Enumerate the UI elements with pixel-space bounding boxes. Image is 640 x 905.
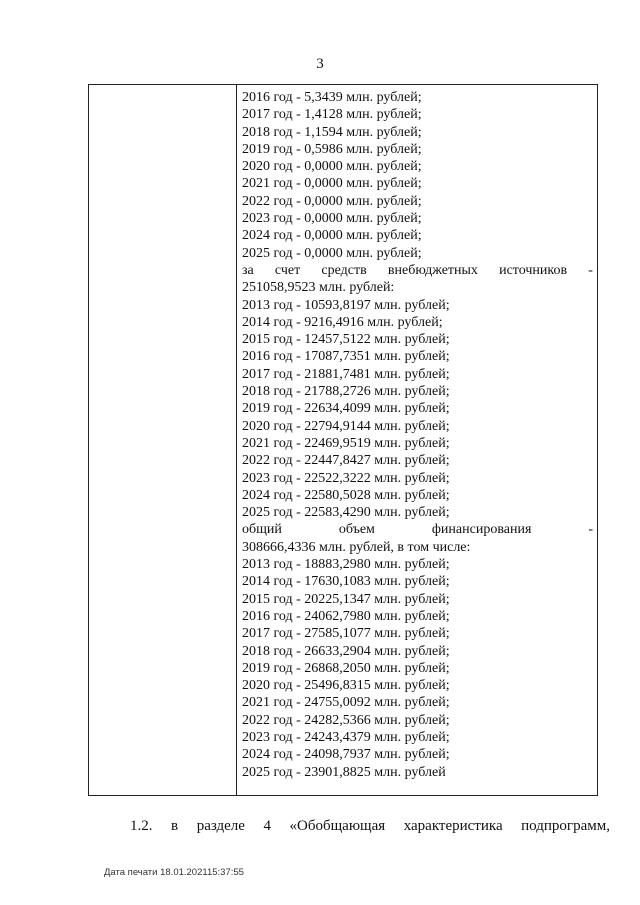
year-amount-line: 2020 год - 0,0000 млн. рублей;	[242, 159, 422, 175]
financing-table	[88, 84, 598, 796]
year-amount-line: 2019 год - 22634,4099 млн. рублей;	[242, 401, 450, 417]
total-financing-heading	[242, 521, 593, 538]
heading-word: -	[588, 522, 593, 538]
year-amount-line: 2013 год - 18883,2980 млн. рублей;	[242, 557, 450, 573]
year-amount-line: 2020 год - 25496,8315 млн. рублей;	[242, 678, 450, 694]
year-amount-line: 2015 год - 20225,1347 млн. рублей;	[242, 591, 450, 607]
year-amount-line: 2023 год - 0,0000 млн. рублей;	[242, 211, 422, 227]
year-amount-line: 2013 год - 10593,8197 млн. рублей;	[242, 297, 450, 313]
year-amount-line: 2021 год - 22469,9519 млн. рублей;	[242, 435, 450, 451]
total-financing-amount: 308666,4336 млн. рублей, в том числе:	[242, 539, 471, 555]
year-amount-line: 2025 год - 0,0000 млн. рублей;	[242, 245, 422, 261]
year-amount-line: 2017 год - 21881,7481 млн. рублей;	[242, 366, 450, 382]
extrabudgetary-total: 251058,9523 млн. рублей:	[242, 280, 395, 296]
paragraph-word: подпрограмм,	[521, 818, 610, 834]
heading-word: средств	[321, 262, 367, 278]
section-paragraph	[130, 818, 610, 835]
heading-word: внебюджетных	[387, 262, 478, 278]
year-amount-line: 2022 год - 0,0000 млн. рублей;	[242, 193, 422, 209]
year-amount-line: 2021 год - 0,0000 млн. рублей;	[242, 176, 422, 192]
year-amount-line: 2025 год - 23901,8825 млн. рублей	[242, 764, 446, 780]
year-amount-line: 2022 год - 24282,5366 млн. рублей;	[242, 712, 450, 728]
year-amount-line: 2014 год - 17630,1083 млн. рублей;	[242, 574, 450, 590]
paragraph-word: характеристика	[403, 818, 503, 834]
year-amount-line: 2024 год - 24098,7937 млн. рублей;	[242, 747, 450, 763]
year-amount-line: 2017 год - 1,4128 млн. рублей;	[242, 107, 422, 123]
year-amount-line: 2019 год - 26868,2050 млн. рублей;	[242, 660, 450, 676]
page-number: 3	[316, 56, 324, 72]
year-amount-line: 2015 год - 12457,5122 млн. рублей;	[242, 332, 450, 348]
total-financing-lines-block	[242, 556, 593, 781]
year-amount-line: 2022 год - 22447,8427 млн. рублей;	[242, 453, 450, 469]
print-date: Дата печати 18.01.202115:37:55	[104, 867, 244, 878]
year-amount-line: 2018 год - 21788,2726 млн. рублей;	[242, 384, 450, 400]
year-amount-line: 2020 год - 22794,9144 млн. рублей;	[242, 418, 450, 434]
heading-word: источников	[499, 262, 568, 278]
year-amount-line: 2024 год - 0,0000 млн. рублей;	[242, 228, 422, 244]
paragraph-word: разделе	[196, 818, 245, 834]
year-amount-line: 2025 год - 22583,4290 млн. рублей;	[242, 505, 450, 521]
heading-word: за	[242, 262, 254, 278]
heading-word: -	[588, 262, 593, 278]
paragraph-word: «Обобщающая	[289, 818, 386, 834]
year-amount-line: 2024 год - 22580,5028 млн. рублей;	[242, 487, 450, 503]
year-amount-line: 2018 год - 26633,2904 млн. рублей;	[242, 643, 450, 659]
year-amount-line: 2018 год - 1,1594 млн. рублей;	[242, 124, 422, 140]
paragraph-word: в	[171, 818, 179, 834]
year-amount-line: 2014 год - 9216,4916 млн. рублей;	[242, 314, 443, 330]
paragraph-word: 1.2.	[130, 818, 153, 834]
year-amount-line: 2019 год - 0,5986 млн. рублей;	[242, 141, 422, 157]
heading-word: общий	[242, 522, 282, 538]
table-left-cell	[89, 85, 237, 795]
heading-word: объем	[338, 522, 375, 538]
heading-word: счет	[274, 262, 301, 278]
paragraph-word: 4	[263, 818, 271, 834]
table-right-cell	[237, 85, 597, 781]
year-amount-line: 2016 год - 24062,7980 млн. рублей;	[242, 608, 450, 624]
heading-word: финансирования	[431, 522, 532, 538]
year-amount-line: 2017 год - 27585,1077 млн. рублей;	[242, 626, 450, 642]
year-amount-line: 2016 год - 5,3439 млн. рублей;	[242, 90, 422, 105]
extrabudgetary-lines-block	[242, 297, 593, 522]
extrabudgetary-heading	[242, 262, 593, 279]
year-amount-line: 2016 год - 17087,7351 млн. рублей;	[242, 349, 450, 365]
year-amount-line: 2023 год - 22522,3222 млн. рублей;	[242, 470, 450, 486]
budget-lines-block	[242, 89, 593, 262]
year-amount-line: 2023 год - 24243,4379 млн. рублей;	[242, 729, 450, 745]
year-amount-line: 2021 год - 24755,0092 млн. рублей;	[242, 695, 450, 711]
